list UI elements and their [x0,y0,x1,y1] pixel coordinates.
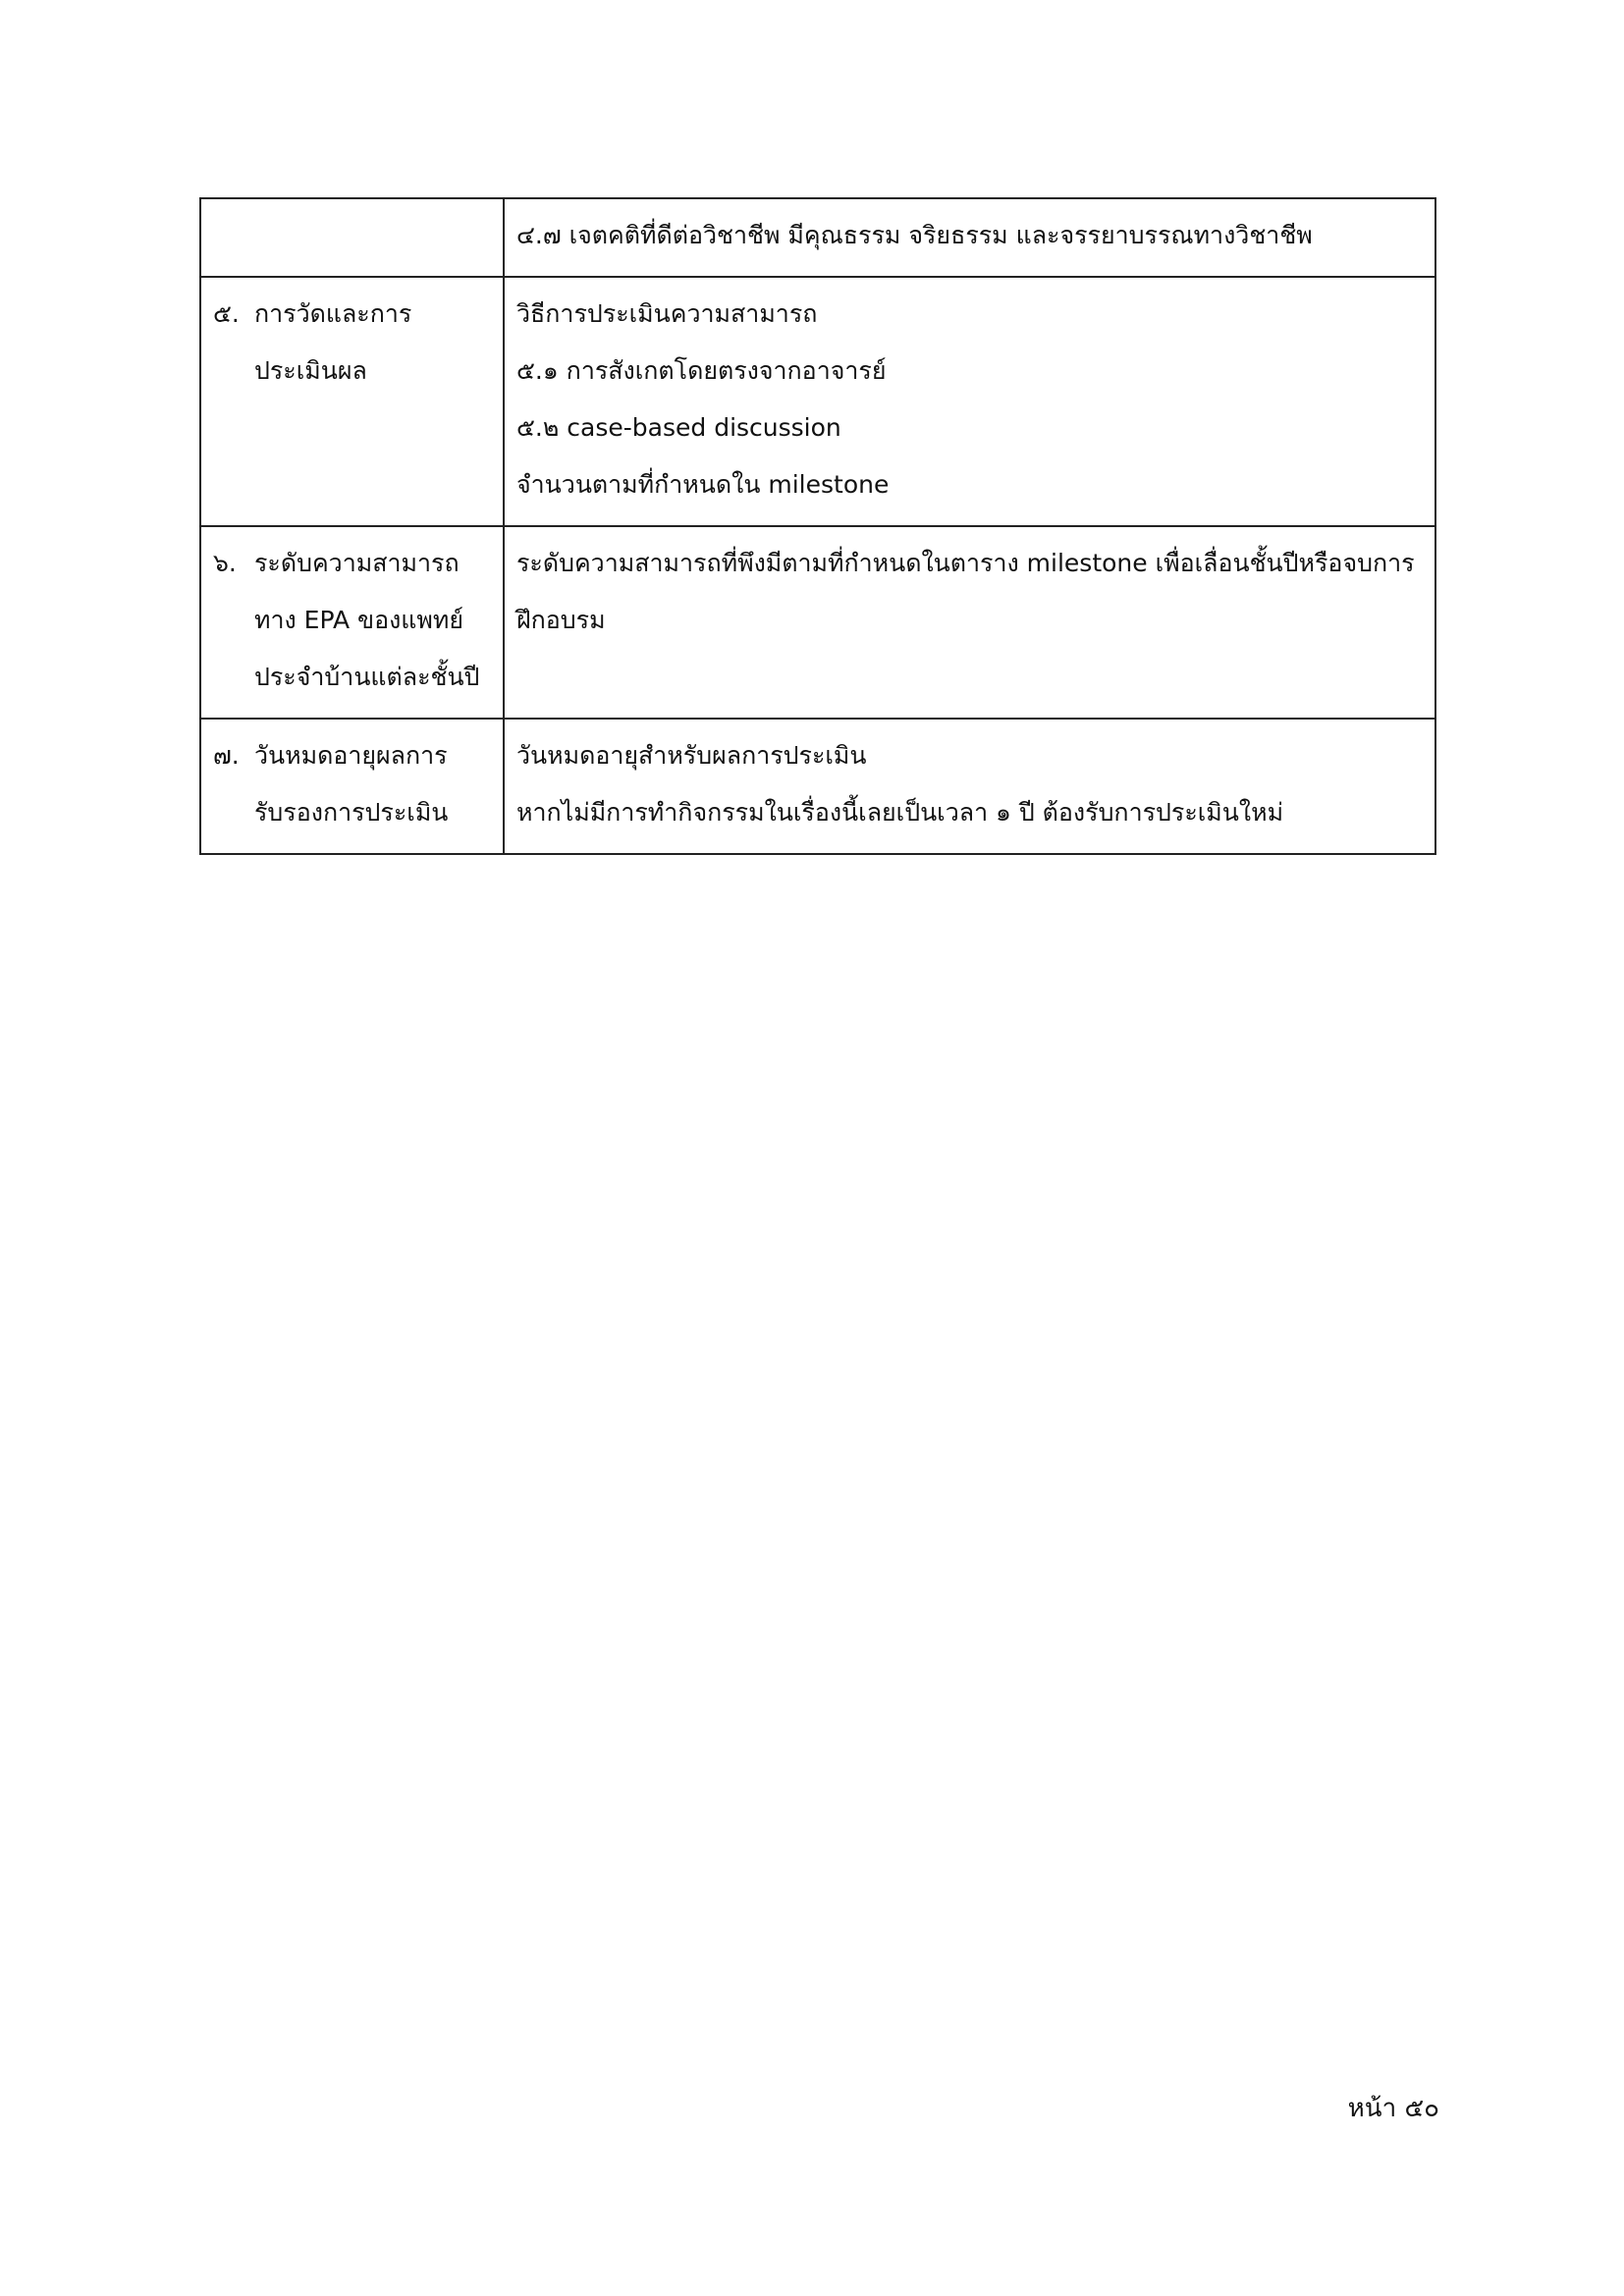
content-line: ระดับความสามารถที่พึงมีตามที่กำหนดในตาราง milestone เพื่อเลื่อนชั้นปีหรือจบการ [516,549,1415,577]
row-label-cell [200,277,504,526]
table-row [200,198,1435,277]
content-line: ๔.๗ เจตคติที่ดีต่อวิชาชีพ มีคุณธรรม จริยธรรม และจรรยาบรรณทางวิชาชีพ [516,221,1313,249]
content-line: ๕.๒ case-based discussion [516,413,841,442]
label-line: ทาง EPA ของแพทย์ [254,606,464,634]
row-content-cell [504,198,1435,277]
label-line: ๗. วันหมดอายุผลการ [213,727,491,784]
row-number: ๖. [213,549,237,577]
label-line: รับรองการประเมิน [254,798,449,827]
page-number: หน้า ๕๐ [1347,2094,1439,2123]
content-line: วิธีการประเมินความสามารถ [516,299,818,328]
row-label-cell [200,198,504,277]
label-line: ประจำบ้านแต่ละชั้นปี [254,663,480,691]
label-line: ๖. ระดับความสามารถ [213,535,491,592]
epa-detail-table [199,197,1436,855]
label-line: ประเมินผล [254,356,367,385]
content-line: จำนวนตามที่กำหนดใน milestone [516,470,890,499]
table-row [200,719,1435,854]
content-line: ฝึกอบรม [516,606,606,634]
label-line: ๕. การวัดและการ [213,286,491,343]
content-line: ๕.๑ การสังเกตโดยตรงจากอาจารย์ [516,356,887,385]
table-row [200,526,1435,719]
row-number: ๗. [213,741,240,770]
row-content-cell [504,277,1435,526]
row-label-cell [200,719,504,854]
row-label-cell [200,526,504,719]
table-row [200,277,1435,526]
content-line: หากไม่มีการทำกิจกรรมในเรื่องนี้เลยเป็นเวลา ๑ ปี ต้องรับการประเมินใหม่ [516,798,1284,827]
content-line: วันหมดอายุสำหรับผลการประเมิน [516,741,867,770]
row-content-cell [504,526,1435,719]
row-content-cell [504,719,1435,854]
row-number: ๕. [213,299,240,328]
